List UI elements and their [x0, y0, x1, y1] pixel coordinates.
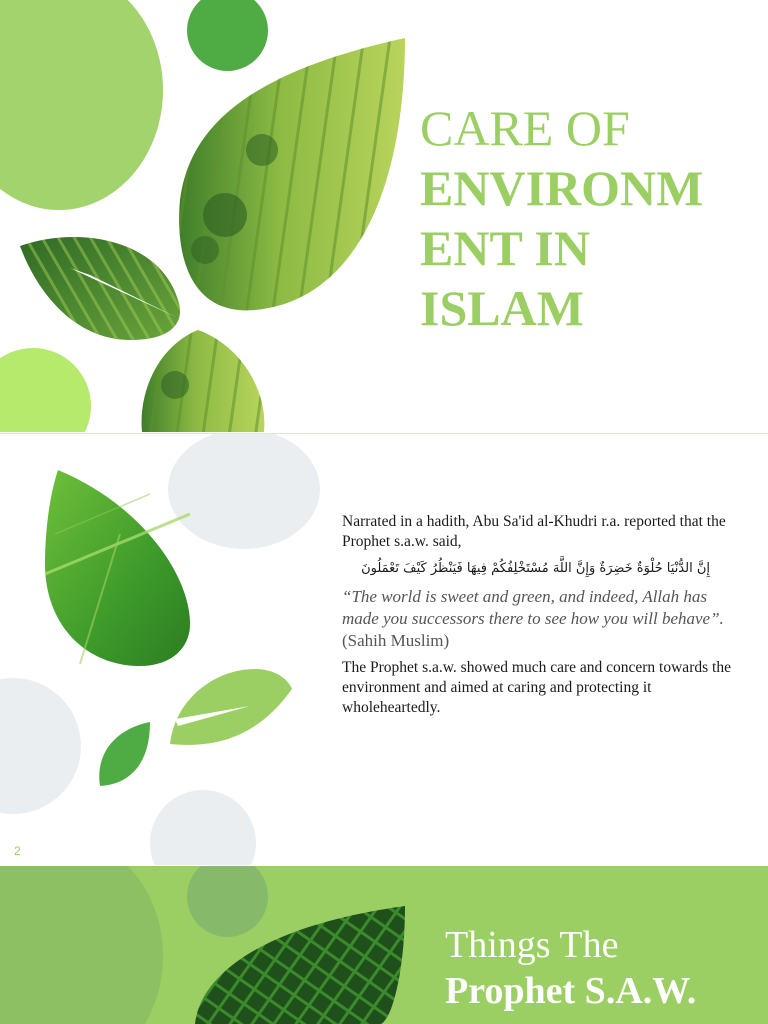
light-green-leaf: [170, 669, 292, 745]
title-line-3: ENT IN: [420, 220, 590, 276]
presentation-title: [420, 98, 750, 338]
arabic-hadith: إِنَّ الدُّنْيَا حُلْوَةٌ خَضِرَةٌ وَإِنَّ اللَّهَ مُسْتَخْلِفُكُمْ فِيهَا فَيَنْظُرُ كَيْفَ تَعْمَلُونَ: [361, 561, 710, 576]
hadith-text-block: [342, 512, 732, 718]
quote-source: (Sahih Muslim): [342, 631, 450, 650]
title-line-4: ISLAM: [420, 280, 584, 336]
closing-paragraph: The Prophet s.a.w. showed much care and concern towards the environment and aimed at caring and protecting it wholeheartedly.: [342, 659, 731, 716]
hadith-translation: [342, 586, 732, 652]
leaf-collage: [0, 0, 420, 432]
fern-leaf: [0, 866, 420, 1024]
slide-things: [0, 866, 768, 1024]
slide-hadith: [0, 433, 768, 865]
small-dark-leaf: [99, 722, 150, 786]
section-title: [445, 922, 765, 1014]
bottom-leaf-image: [142, 330, 265, 432]
quote-text: “The world is sweet and green, and indeed, Allah has made you successors there to see how you will behave”.: [342, 587, 724, 628]
slide-title: [0, 0, 768, 432]
section-title-line-1: Things The: [445, 924, 619, 966]
green-leaf-photo: [45, 470, 190, 666]
page-number: 2: [14, 844, 21, 858]
hadith-intro: Narrated in a hadith, Abu Sa'id al-Khudri r.a. reported that the Prophet s.a.w. said,: [342, 513, 726, 550]
title-line-2: ENVIRONM: [420, 160, 704, 216]
title-line-1: CARE OF: [420, 100, 630, 156]
left-leaf-image: [20, 237, 180, 340]
section-title-line-2: Prophet S.A.W.: [445, 970, 697, 1012]
leaf-cluster: [0, 434, 320, 865]
big-leaf-image: [179, 38, 405, 310]
